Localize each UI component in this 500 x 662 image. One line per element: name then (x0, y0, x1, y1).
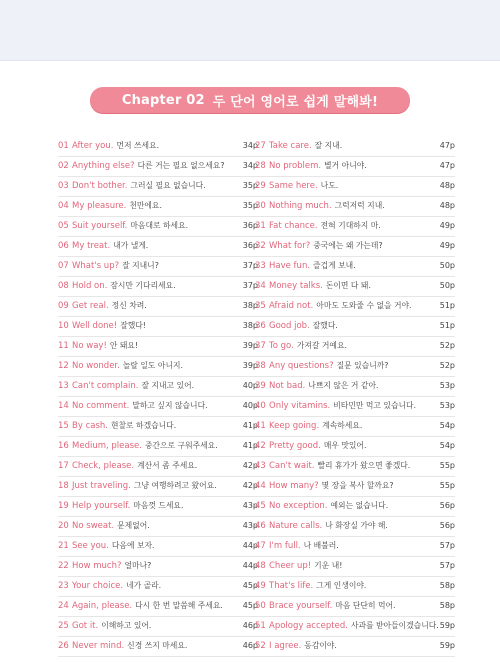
entry-korean: 네가 골라. (126, 581, 162, 590)
entry-page: 43p (242, 521, 258, 530)
entry-english: Again, please. (72, 601, 133, 611)
toc-entry (255, 277, 455, 297)
toc-entry (58, 297, 258, 317)
entry-page: 39p (242, 361, 258, 370)
entry-page: 56p (439, 501, 455, 510)
toc-entry (58, 417, 258, 437)
entry-page: 57p (439, 541, 455, 550)
chapter-banner (90, 87, 410, 113)
entry-english: Nature calls. (269, 521, 323, 531)
entry-page: 48p (439, 181, 455, 190)
entry-page: 38p (242, 301, 258, 310)
toc-entry (255, 157, 455, 177)
toc-entry (255, 577, 455, 597)
entry-english: Hold on. (72, 281, 108, 291)
entry-page: 59p (439, 641, 455, 650)
entry-number: 07 (58, 261, 69, 271)
entry-english: Can't wait. (269, 461, 315, 471)
entry-number: 17 (58, 461, 69, 471)
toc-entry (255, 537, 455, 557)
toc-entry (58, 197, 258, 217)
entry-english: Get real. (72, 301, 109, 311)
toc-entry (255, 337, 455, 357)
entry-page: 43p (242, 501, 258, 510)
toc-entry (58, 617, 258, 637)
entry-page: 37p (242, 281, 258, 290)
entry-number: 44 (255, 481, 266, 491)
entry-english: How many? (269, 481, 319, 491)
entry-english: I'm full. (269, 541, 301, 551)
entry-korean: 안 돼요! (109, 341, 139, 350)
toc-entry (58, 537, 258, 557)
entry-page: 54p (439, 441, 455, 450)
entry-number: 52 (255, 641, 266, 651)
entry-korean: 현찰로 하겠습니다. (110, 421, 177, 430)
entry-korean: 놀랄 일도 아니지. (122, 361, 184, 370)
entry-page: 36p (242, 241, 258, 250)
entry-number: 34 (255, 281, 266, 291)
toc-entry (58, 497, 258, 517)
entry-english: Just traveling. (72, 481, 131, 491)
entry-korean: 아마도 도와줄 수 없을 거야. (316, 301, 412, 310)
entry-korean: 마음껏 드세요. (133, 501, 184, 510)
entry-page: 47p (439, 161, 455, 170)
entry-korean: 그러실 필요 없습니다. (130, 181, 206, 190)
entry-korean: 신경 쓰지 마세요. (127, 641, 188, 650)
entry-page: 42p (242, 461, 258, 470)
entry-page: 47p (439, 141, 455, 150)
entry-english: Check, please. (72, 461, 135, 471)
toc-entry (58, 257, 258, 277)
entry-korean: 다시 한 번 말씀해 주세요. (135, 601, 223, 610)
toc-entry (58, 357, 258, 377)
entry-page: 52p (439, 341, 455, 350)
entry-page: 46p (242, 621, 258, 630)
toc-entry (58, 137, 258, 157)
entry-page: 41p (242, 441, 258, 450)
entry-page: 59p (439, 621, 455, 630)
entry-number: 10 (58, 321, 69, 331)
entry-english: Don't bother. (72, 181, 128, 191)
entry-english: Never mind. (72, 641, 125, 651)
entry-number: 32 (255, 241, 266, 251)
toc-entry (58, 557, 258, 577)
toc-entry (255, 357, 455, 377)
entry-page: 51p (439, 321, 455, 330)
entry-page: 54p (439, 421, 455, 430)
entry-english: No way! (72, 341, 107, 351)
entry-number: 36 (255, 321, 266, 331)
entry-page: 50p (439, 261, 455, 270)
entry-page: 36p (242, 221, 258, 230)
toc-entry (255, 597, 455, 617)
entry-korean: 다른 거는 필요 없으세요? (137, 161, 225, 170)
entry-number: 40 (255, 401, 266, 411)
entry-page: 58p (439, 601, 455, 610)
entry-korean: 가져갈 거예요. (296, 341, 347, 350)
entry-korean: 잘 지내니? (122, 261, 159, 270)
entry-page: 55p (439, 481, 455, 490)
toc-entry (58, 177, 258, 197)
entry-english: Keep going. (269, 421, 320, 431)
entry-number: 45 (255, 501, 266, 511)
entry-number: 01 (58, 141, 69, 151)
entry-korean: 그게 인생이야. (316, 581, 367, 590)
entry-page: 51p (439, 301, 455, 310)
entry-korean: 비타민만 먹고 있습니다. (333, 401, 417, 410)
entry-number: 43 (255, 461, 266, 471)
entry-english: Any questions? (269, 361, 334, 371)
toc-entry (255, 137, 455, 157)
toc-entry (58, 277, 258, 297)
entry-english: No problem. (269, 161, 322, 171)
entry-number: 33 (255, 261, 266, 271)
entry-page: 57p (439, 561, 455, 570)
entry-number: 48 (255, 561, 266, 571)
entry-english: Good job. (269, 321, 310, 331)
entry-english: Only vitamins. (269, 401, 331, 411)
entry-korean: 먼저 쓰세요. (116, 141, 160, 150)
entry-english: Medium, please. (72, 441, 142, 451)
toc-entry (58, 157, 258, 177)
entry-page: 53p (439, 381, 455, 390)
entry-korean: 즐겁게 보내. (313, 261, 356, 270)
entry-page: 48p (439, 201, 455, 210)
entry-english: Take care. (269, 141, 312, 151)
chapter-label: Chapter 02 (121, 92, 205, 108)
entry-english: Brace yourself. (269, 601, 333, 611)
entry-number: 42 (255, 441, 266, 451)
entry-korean: 질문 있습니까? (336, 361, 389, 370)
entry-number: 03 (58, 181, 69, 191)
entry-english: Fat chance. (269, 221, 318, 231)
entry-page: 41p (242, 421, 258, 430)
entry-english: My pleasure. (72, 201, 127, 211)
entry-korean: 말하고 싶지 않습니다. (132, 401, 208, 410)
entry-number: 11 (58, 341, 69, 351)
entry-korean: 잘했다! (120, 321, 146, 330)
entry-korean: 잠시만 기다리세요. (110, 281, 176, 290)
entry-number: 20 (58, 521, 69, 531)
entry-number: 21 (58, 541, 69, 551)
entry-korean: 계속하세요. (322, 421, 363, 430)
entry-korean: 나 배불러. (303, 541, 339, 550)
entry-korean: 얼마나? (124, 561, 152, 570)
entry-korean: 예외는 없습니다. (330, 501, 389, 510)
toc-entry (58, 517, 258, 537)
entry-page: 45p (242, 581, 258, 590)
entry-english: Money talks. (269, 281, 323, 291)
entry-korean: 내가 낼게. (113, 241, 149, 250)
entry-number: 08 (58, 281, 69, 291)
entry-number: 35 (255, 301, 266, 311)
entry-number: 18 (58, 481, 69, 491)
entry-number: 02 (58, 161, 69, 171)
entry-number: 30 (255, 201, 266, 211)
entry-english: That's life. (269, 581, 314, 591)
entry-page: 49p (439, 221, 455, 230)
entry-page: 40p (242, 401, 258, 410)
toc-entry (255, 517, 455, 537)
entry-number: 24 (58, 601, 69, 611)
entry-page: 46p (242, 641, 258, 650)
toc-entry (255, 397, 455, 417)
entry-page: 49p (439, 241, 455, 250)
entry-english: What for? (269, 241, 311, 251)
entry-korean: 문제없어. (117, 521, 150, 530)
toc-entry (58, 377, 258, 397)
entry-page: 40p (242, 381, 258, 390)
entry-number: 12 (58, 361, 69, 371)
entry-page: 53p (439, 401, 455, 410)
toc-entry (255, 237, 455, 257)
toc-entry (255, 297, 455, 317)
toc-entry (58, 577, 258, 597)
entry-english: Apology accepted. (269, 621, 348, 631)
entry-english: Not bad. (269, 381, 306, 391)
entry-page: 45p (242, 601, 258, 610)
chapter-title: 두 단어 영어로 쉽게 말해봐! (212, 94, 379, 110)
toc-entry (58, 457, 258, 477)
entry-english: To go. (269, 341, 294, 351)
entry-korean: 나쁘지 않은 거 같아. (308, 381, 379, 390)
toc-entry (58, 337, 258, 357)
toc-right-column (255, 137, 455, 657)
entry-page: 55p (439, 461, 455, 470)
entry-korean: 계산서 좀 주세요. (137, 461, 198, 470)
toc-entry (255, 617, 455, 637)
entry-english: Got it. (72, 621, 99, 631)
entry-page: 44p (242, 541, 258, 550)
entry-page: 34p (242, 161, 258, 170)
entry-korean: 마음 단단히 먹어. (335, 601, 396, 610)
entry-english: Help yourself. (72, 501, 131, 511)
entry-page: 52p (439, 361, 455, 370)
toc-entry (255, 217, 455, 237)
entry-number: 27 (255, 141, 266, 151)
entry-number: 09 (58, 301, 69, 311)
entry-korean: 잘 지내고 있어. (141, 381, 195, 390)
entry-english: Afraid not. (269, 301, 314, 311)
entry-english: My treat. (72, 241, 111, 251)
entry-korean: 잘했다. (312, 321, 338, 330)
entry-number: 04 (58, 201, 69, 211)
entry-korean: 중간으로 구워주세요. (144, 441, 218, 450)
entry-korean: 이해하고 있어. (101, 621, 152, 630)
toc-entry (255, 637, 455, 657)
entry-number: 26 (58, 641, 69, 651)
entry-number: 39 (255, 381, 266, 391)
entry-korean: 천만에요. (129, 201, 162, 210)
entry-english: How much? (72, 561, 122, 571)
toc-entry (255, 317, 455, 337)
entry-number: 22 (58, 561, 69, 571)
entry-page: 58p (439, 581, 455, 590)
entry-english: Cheer up! (269, 561, 312, 571)
entry-number: 37 (255, 341, 266, 351)
toc-entry (255, 437, 455, 457)
entry-korean: 돈이면 다 돼. (325, 281, 371, 290)
entry-english: No exception. (269, 501, 328, 511)
top-band (0, 0, 500, 61)
toc-entry (255, 477, 455, 497)
entry-english: I agree. (269, 641, 302, 651)
entry-page: 34p (242, 141, 258, 150)
entry-number: 05 (58, 221, 69, 231)
entry-korean: 다음에 보자. (111, 541, 155, 550)
entry-page: 42p (242, 481, 258, 490)
toc-entry (58, 397, 258, 417)
toc-entry (255, 177, 455, 197)
entry-number: 51 (255, 621, 266, 631)
entry-page: 37p (242, 261, 258, 270)
entry-number: 41 (255, 421, 266, 431)
entry-english: Anything else? (72, 161, 135, 171)
entry-english: No comment. (72, 401, 130, 411)
entry-page: 44p (242, 561, 258, 570)
entry-english: After you. (72, 141, 114, 151)
toc-entry (58, 477, 258, 497)
entry-korean: 그냥 여행하려고 왔어요. (133, 481, 217, 490)
entry-number: 06 (58, 241, 69, 251)
toc-entry (255, 497, 455, 517)
entry-english: Well done! (72, 321, 118, 331)
entry-korean: 매우 맛있어. (323, 441, 367, 450)
entry-number: 15 (58, 421, 69, 431)
entry-page: 50p (439, 281, 455, 290)
entry-korean: 나도. (320, 181, 339, 190)
entry-number: 25 (58, 621, 69, 631)
entry-number: 13 (58, 381, 69, 391)
entry-page: 56p (439, 521, 455, 530)
toc-entry (58, 437, 258, 457)
entry-korean: 잘 지내. (314, 141, 343, 150)
entry-english: Have fun. (269, 261, 311, 271)
entry-korean: 사과를 받아들이겠습니다. (350, 621, 439, 630)
entry-number: 29 (255, 181, 266, 191)
entry-korean: 마음대로 하세요. (130, 221, 189, 230)
entry-korean: 기운 내! (314, 561, 343, 570)
toc-entry (255, 257, 455, 277)
entry-page: 38p (242, 321, 258, 330)
entry-korean: 중국에는 왜 가는데? (313, 241, 383, 250)
entry-number: 50 (255, 601, 266, 611)
toc-entry (58, 217, 258, 237)
entry-number: 28 (255, 161, 266, 171)
entry-number: 14 (58, 401, 69, 411)
entry-english: No sweat. (72, 521, 115, 531)
entry-number: 38 (255, 361, 266, 371)
entry-korean: 별거 아니야. (324, 161, 367, 170)
toc-entry (255, 197, 455, 217)
entry-page: 39p (242, 341, 258, 350)
entry-number: 49 (255, 581, 266, 591)
toc-entry (58, 597, 258, 617)
entry-korean: 몇 장을 복사 할까요? (321, 481, 394, 490)
entry-korean: 동감이야. (304, 641, 337, 650)
toc-entry (255, 377, 455, 397)
toc-entry (255, 457, 455, 477)
toc-entry (58, 237, 258, 257)
entry-english: What's up? (72, 261, 120, 271)
toc-entry (255, 417, 455, 437)
entry-korean: 그럭저럭 지내. (334, 201, 385, 210)
entry-english: No wonder. (72, 361, 120, 371)
entry-number: 23 (58, 581, 69, 591)
entry-number: 46 (255, 521, 266, 531)
entry-number: 16 (58, 441, 69, 451)
entry-page: 35p (242, 201, 258, 210)
entry-english: Can't complain. (72, 381, 139, 391)
entry-english: By cash. (72, 421, 108, 431)
entry-number: 19 (58, 501, 69, 511)
entry-english: Suit yourself. (72, 221, 128, 231)
entry-english: Same here. (269, 181, 318, 191)
entry-korean: 나 화장실 가야 해. (325, 521, 388, 530)
entry-korean: 정신 차려. (111, 301, 147, 310)
entry-korean: 전혀 기대하지 마. (320, 221, 381, 230)
entry-page: 35p (242, 181, 258, 190)
toc-entry (58, 317, 258, 337)
entry-number: 47 (255, 541, 266, 551)
entry-korean: 빨리 휴가가 왔으면 좋겠다. (317, 461, 411, 470)
entry-english: Nothing much. (269, 201, 332, 211)
entry-english: Your choice. (72, 581, 124, 591)
entry-english: See you. (72, 541, 109, 551)
toc-entry (255, 557, 455, 577)
entry-number: 31 (255, 221, 266, 231)
toc-entry (58, 637, 258, 657)
entry-english: Pretty good. (269, 441, 321, 451)
toc-left-column (58, 137, 258, 657)
